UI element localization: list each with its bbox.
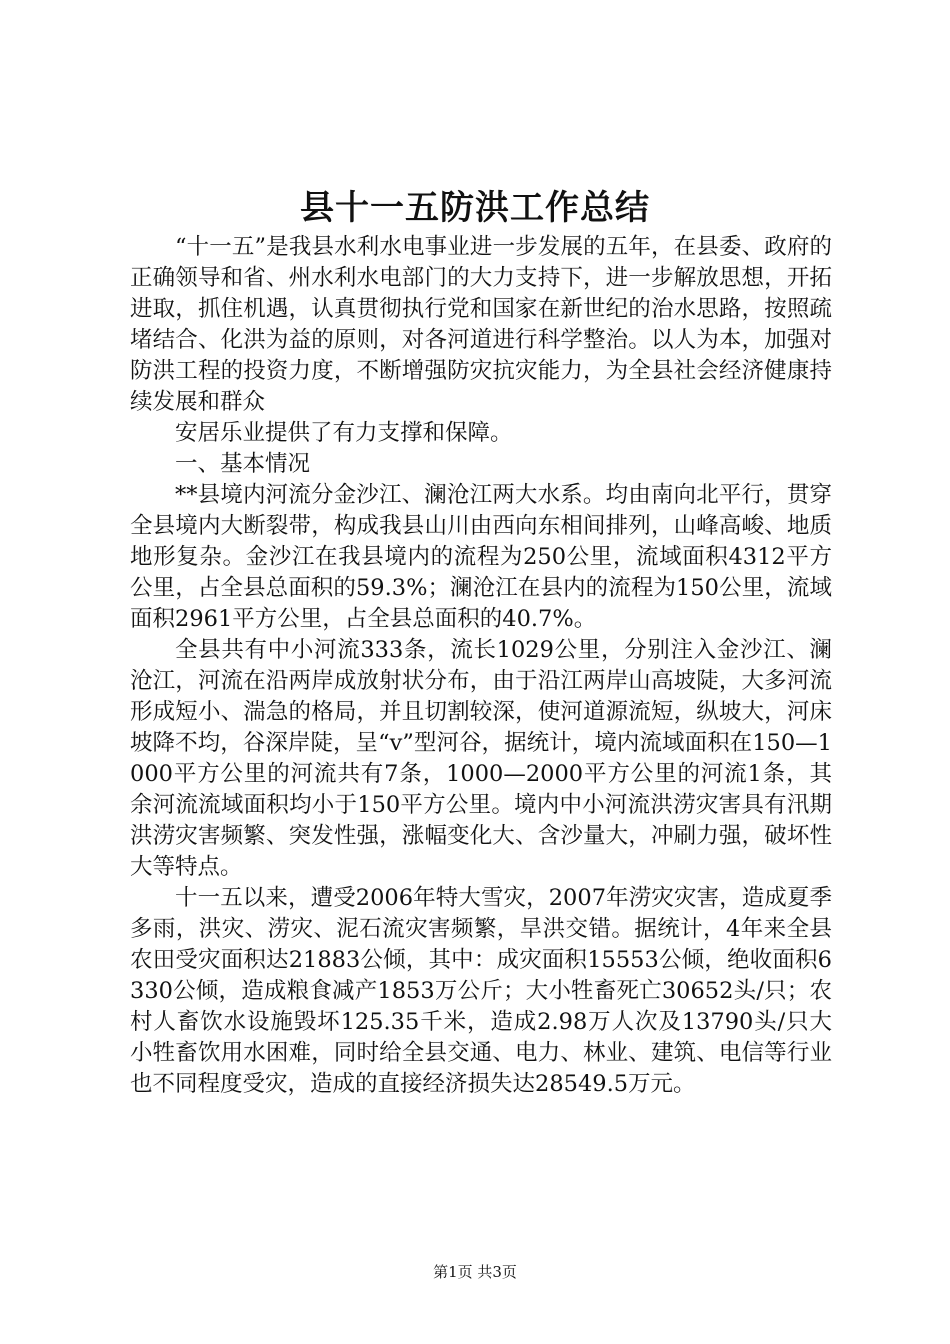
page-footer: 第1页 共3页 (433, 1263, 517, 1281)
section-heading-basic-situation: 一、基本情况 (175, 451, 311, 477)
document-title: 县十一五防洪工作总结 (300, 188, 650, 228)
paragraph-river-systems: **县境内河流分金沙江、澜沧江两大水系。均由南向北平行，贯穿全县境内大断裂带，构成我县山川由西向东相间排列，山峰高峻、地质地形复杂。金沙江在我县境内的流程为250公里，流域面积4312平方公里，占全县总面积的59.3%；澜沧江在县内的流程为150公里，流域面积2961平方公里，占全县总面积的40.7%。 (130, 482, 832, 632)
paragraph-intro-continued: 安居乐业提供了有力支撑和保障。 (175, 420, 513, 446)
paragraph-small-rivers: 全县共有中小河流333条，流长1029公里，分别注入金沙江、澜沧江，河流在沿两岸成放射状分布，由于沿江两岸山高坡陡，大多河流形成短小、湍急的格局，并且切割较深，使河道源流短，纵坡大，河床坡降不均，谷深岸陡，呈“v”型河谷，据统计，境内流域面积在150—1000平方公里的河流共有7条，1000—2000平方公里的河流1条，其余河流流域面积均小于150平方公里。境内中小河流洪涝灾害具有汛期洪涝灾害频繁、突发性强，涨幅变化大、含沙量大，冲刷力强，破坏性大等特点。 (130, 637, 832, 880)
paragraph-disaster-losses: 十一五以来，遭受2006年特大雪灾，2007年涝灾灾害，造成夏季多雨，洪灾、涝灾、泥石流灾害频繁，旱洪交错。据统计，4年来全县农田受灾面积达21883公倾，其中：成灾面积15553公倾，绝收面积6330公倾，造成粮食减产1853万公斤；大小牲畜死亡30652头/只；农村人畜饮水设施毁坏125.35千米，造成2.98万人次及13790头/只大小牲畜饮用水困难，同时给全县交通、电力、林业、建筑、电信等行业也不同程度受灾，造成的直接经济损失达28549.5万元。 (130, 885, 832, 1097)
paragraph-intro: “十一五”是我县水利水电事业进一步发展的五年，在县委、政府的正确领导和省、州水利水电部门的大力支持下，进一步解放思想，开拓进取，抓住机遇，认真贯彻执行党和国家在新世纪的治水思路，按照疏堵结合、化洪为益的原则，对各河道进行科学整治。以人为本，加强对防洪工程的投资力度，不断增强防灾抗灾能力，为全县社会经济健康持续发展和群众 (130, 234, 832, 415)
document-body (130, 232, 832, 1100)
